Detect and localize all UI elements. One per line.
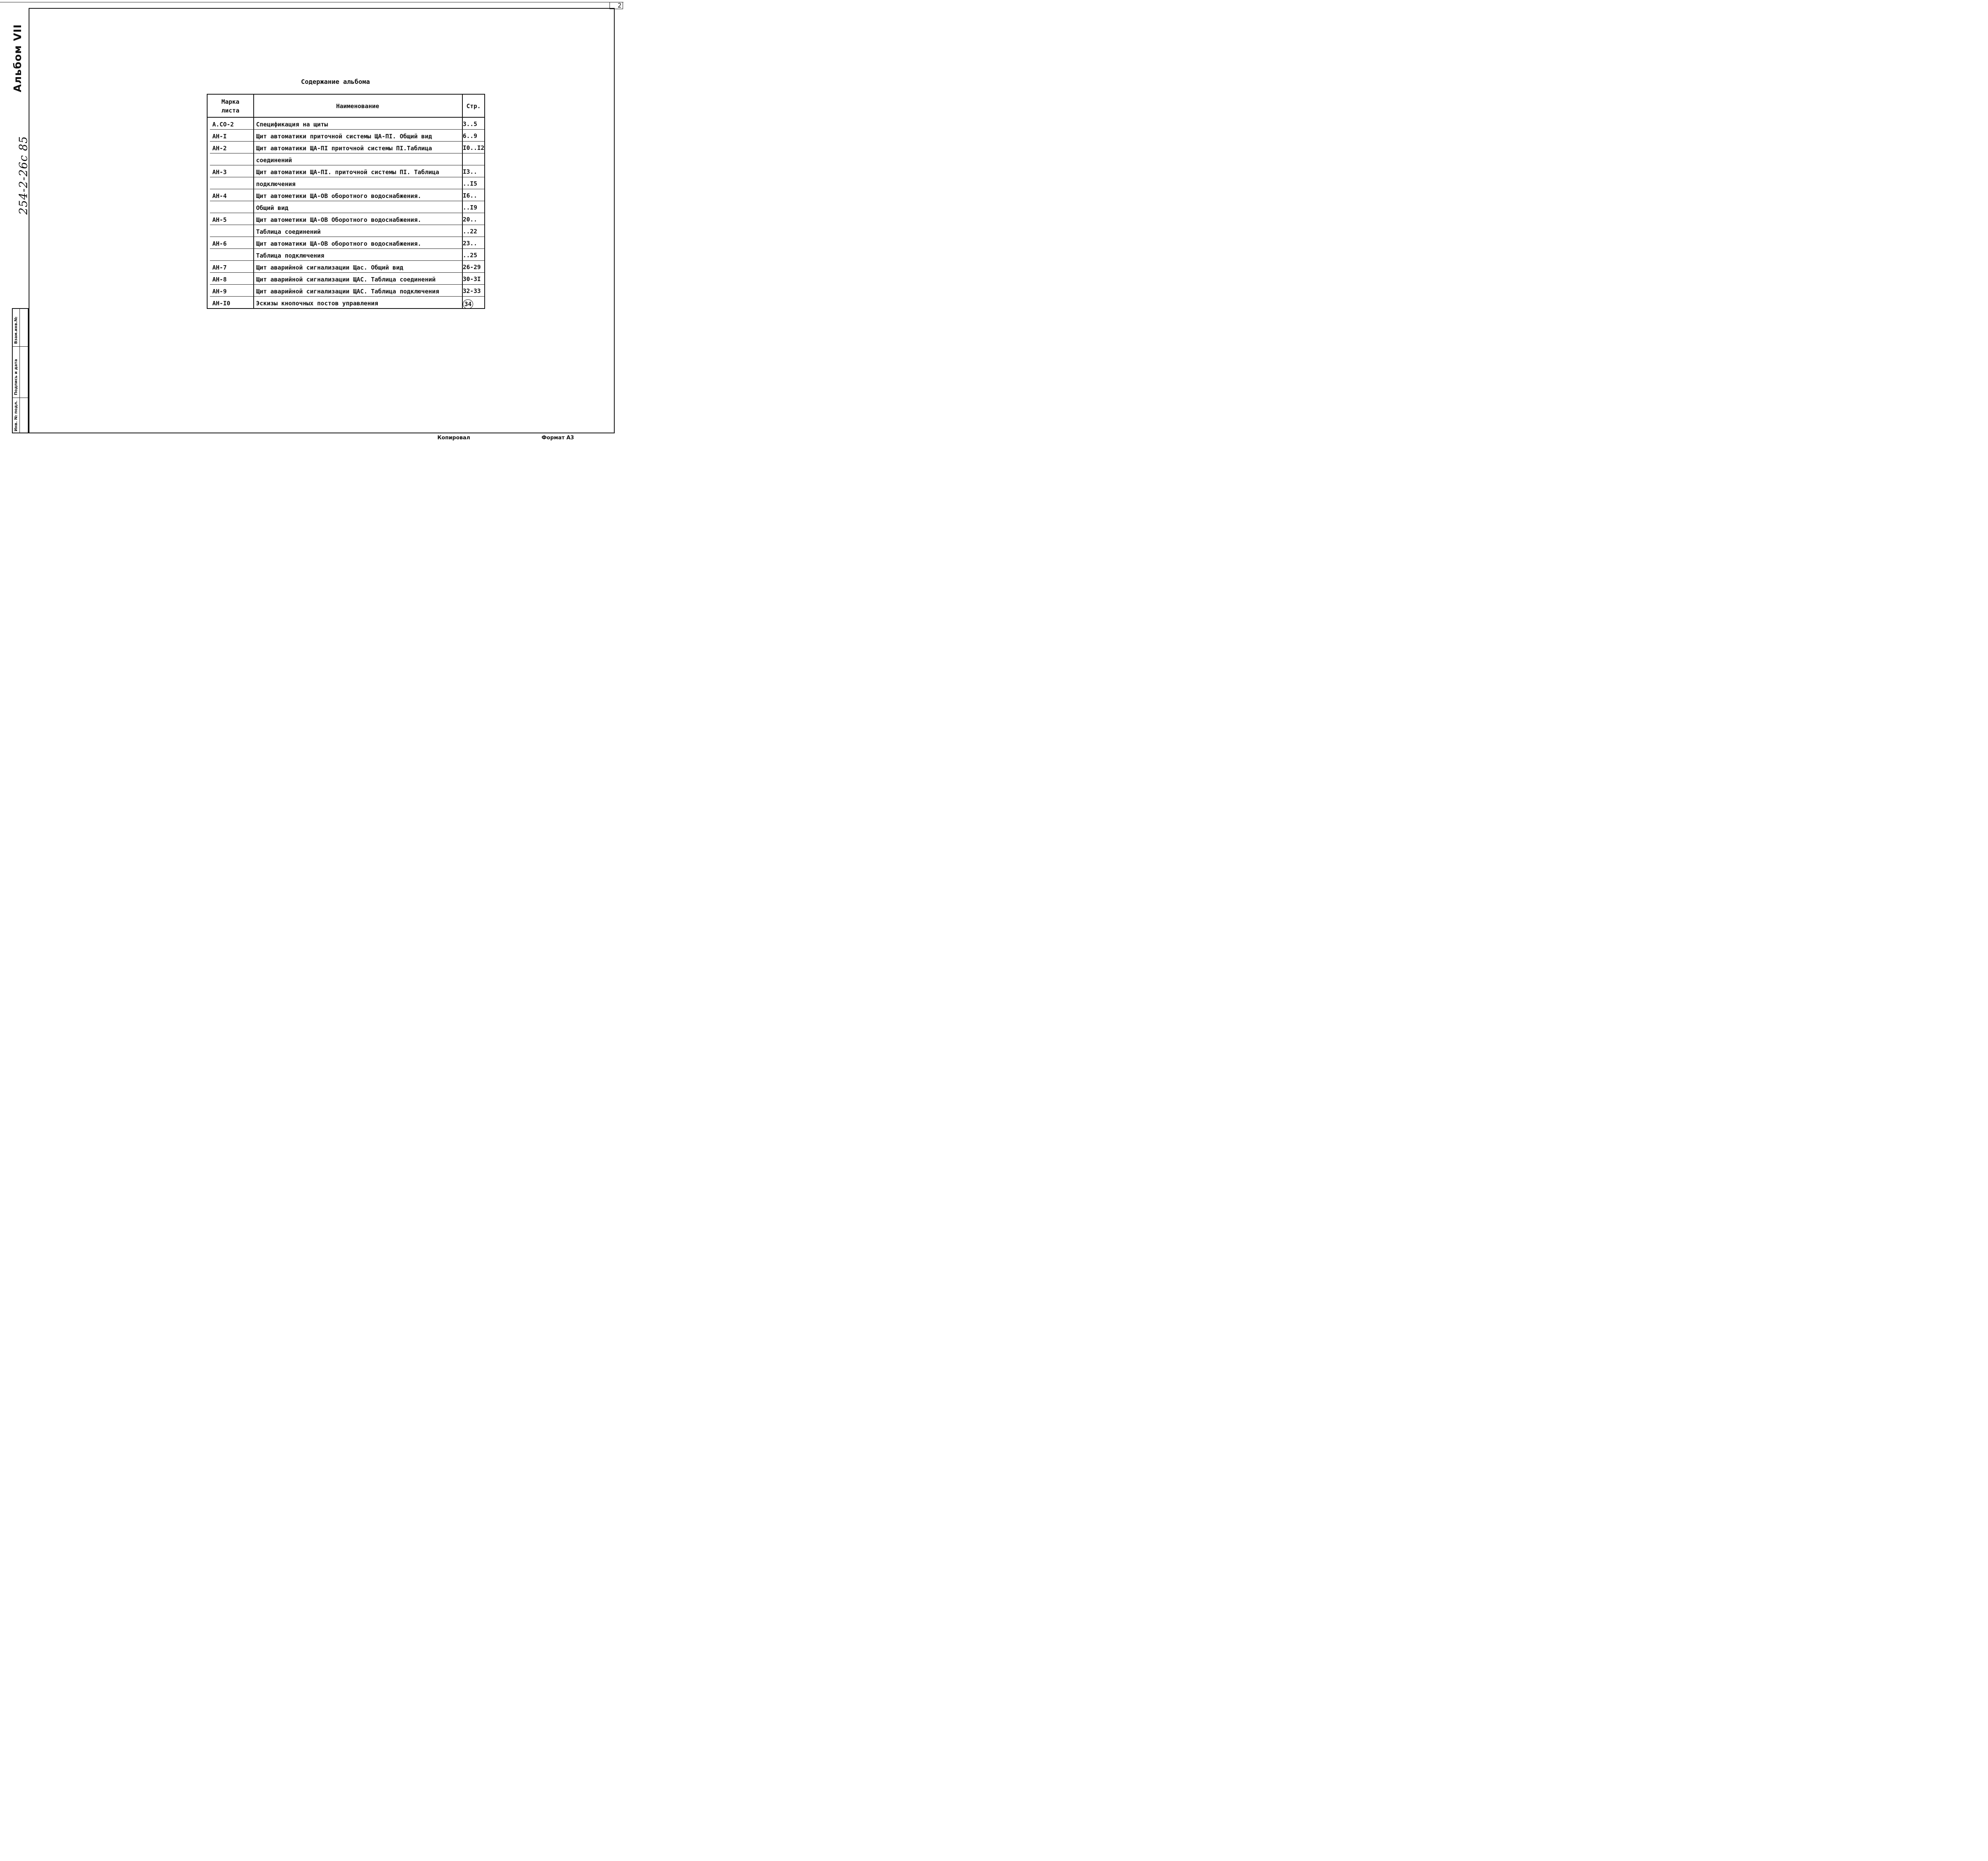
row-name: Щит автоматики ЩА-ПI приточной системы ПI.Таблица [256,145,432,152]
row-underline [210,141,484,142]
row-page: 20.. [463,216,478,223]
album-label: Альбом VII [12,24,24,92]
header-name: Наименование [336,103,379,110]
row-page: ..I5 [463,180,478,187]
row-underline [210,248,484,249]
row-page: I0..I2 [463,144,485,151]
stamp-original-label: Инв. № подл. [14,400,18,431]
row-name: Общий вид [256,204,289,212]
row-underline [210,284,484,285]
row-page: 30-3I [463,276,481,283]
row-name: Щит автометики ЩА-ОВ Оборотного водоснабжения. [256,216,421,223]
row-page: 6..9 [463,132,478,140]
contents-table [207,94,485,309]
sheet-number: 2 [617,2,621,9]
row-underline [210,272,484,273]
format-label: Формат А3 [542,435,574,441]
row-name: Таблица подключения [256,252,324,259]
header-page: Стр. [466,103,481,110]
row-page: 26-29 [463,264,481,271]
header-mark-line2: листа [221,107,240,114]
row-page: ..I9 [463,204,478,211]
row-page: I3.. [463,168,478,175]
copied-label: Копировал [437,435,470,441]
row-page: ..22 [463,228,478,235]
stamp-signature-label: Подпись и дата [14,359,18,395]
side-stamp [12,308,29,433]
drawing-sheet [0,0,623,445]
row-page: 32-33 [463,287,481,295]
circled-page-number: 34 [463,299,473,309]
row-mark: АН-I0 [212,300,231,307]
row-underline [210,296,484,297]
stamp-inventory-label: Взам.инв.№ [14,316,18,344]
row-mark: АН-I [212,133,227,140]
row-mark: А.СО-2 [212,121,234,128]
header-mark [208,97,253,115]
row-mark: АН-7 [212,264,227,271]
stamp-row-divider [13,346,28,347]
header-separator [208,117,484,118]
row-name: Щит аварийной сигнализации ЩАС. Таблица подключения [256,288,439,295]
row-name: Щит автоматики ЩА-ПI. приточной системы ПI. Таблица [256,169,439,176]
column-divider [253,95,254,308]
row-name: Эскизы кнопочных постов управления [256,300,379,307]
row-name: Щит автоматики ЩА-ОВ оборотного водоснабжения. [256,240,421,247]
row-name: Щит автометики ЩА-ОВ оборотного водоснабжения. [256,192,421,200]
sheet-number-box [610,2,623,9]
row-name: Щит автоматики приточной системы ЩА-ПI. Общий вид [256,133,432,140]
row-underline [210,129,484,130]
row-mark: АН-4 [212,192,227,200]
row-underline [210,260,484,261]
row-name: Спецификация на щиты [256,121,328,128]
row-mark: АН-8 [212,276,227,283]
header-mark-line1: Марка [221,98,240,105]
document-code: 254-2-26с 85 [17,136,30,215]
row-page: ..25 [463,252,478,259]
row-page: 3..5 [463,120,478,128]
row-name: соединений [256,157,292,164]
row-name: подключения [256,180,296,188]
page-title: Содержание альбома [301,78,370,85]
row-mark: АН-9 [212,288,227,295]
row-name: Таблица соединений [256,228,321,235]
row-mark: АН-5 [212,216,227,223]
row-name: Щит аварийной сигнализации Щас. Общий вид [256,264,404,271]
row-page: 23.. [463,240,478,247]
row-name: Щит аварийной сигнализации ЩАС. Таблица соединений [256,276,436,283]
stamp-column-divider [19,309,20,433]
row-mark: АН-3 [212,169,227,176]
row-mark: АН-2 [212,145,227,152]
row-page: I6.. [463,192,478,199]
row-page [463,299,473,309]
row-mark: АН-6 [212,240,227,247]
